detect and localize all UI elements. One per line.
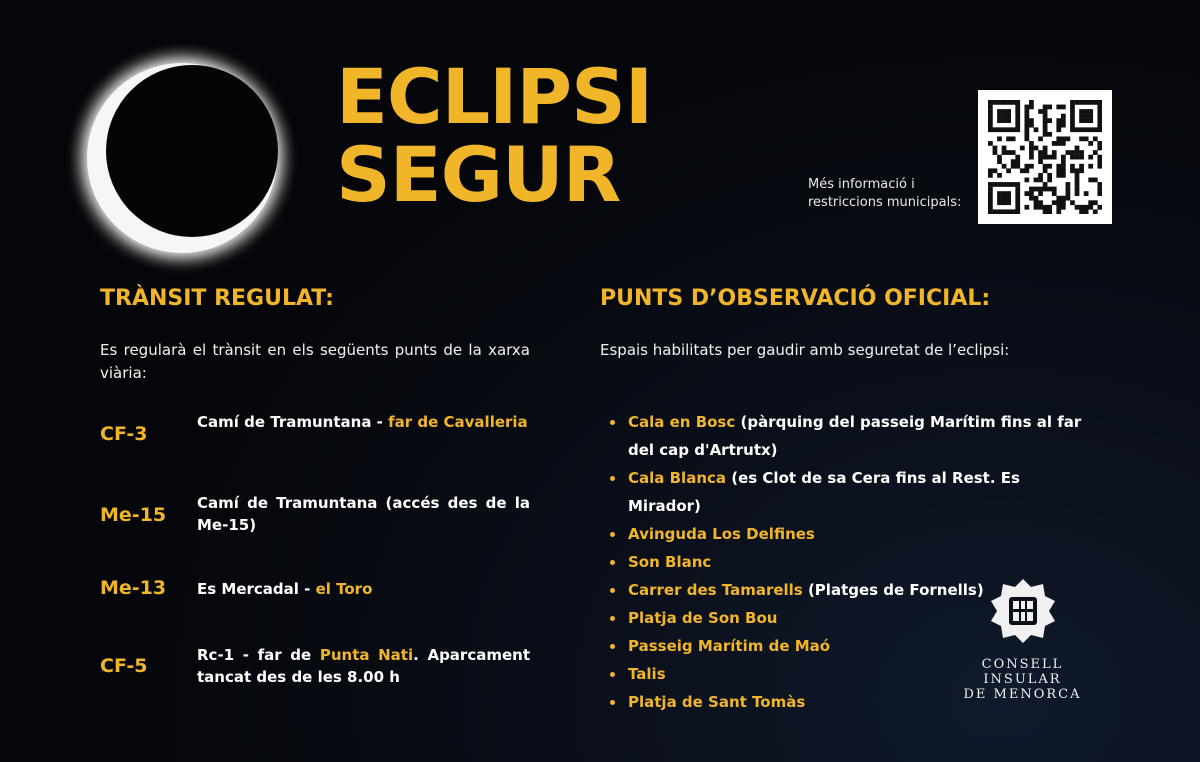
route-code: CF-5	[100, 655, 148, 677]
logo-line-1: CONSELL INSULAR	[981, 657, 1064, 687]
route-code: Me-13	[100, 577, 167, 599]
consell-insular-logo	[940, 575, 1105, 702]
observation-intro: Espais habilitats per gaudir amb seguretat de l’eclipsi:	[600, 341, 1010, 359]
route-description: Es Mercadal - el Toro	[197, 580, 373, 598]
list-item: Carrer des Tamarells (Platges de Fornells)	[610, 576, 1090, 604]
qr-caption	[808, 176, 961, 212]
route-code: Me-15	[100, 504, 167, 526]
qr-code-icon[interactable]	[978, 90, 1112, 224]
transit-title: TRÀNSIT REGULAT:	[100, 286, 334, 311]
observation-title: PUNTS D’OBSERVACIÓ OFICIAL:	[600, 286, 991, 311]
route-description: Camí de Tramuntana - far de Cavalleria	[197, 413, 528, 431]
route-description: Rc-1 - far de Punta Nati. Aparcament tancat des de les 8.00 h	[197, 646, 530, 686]
page-title	[336, 52, 653, 219]
list-item: Cala en Bosc (pàrquing del passeig Marítim fins al far del cap d'Artrutx)	[610, 408, 1090, 464]
route-description: Camí de Tramuntana (accés des de la Me-15)	[197, 494, 530, 534]
logo-text	[940, 657, 1105, 702]
title-line-2: SEGUR	[336, 130, 621, 219]
list-item: Son Blanc	[610, 548, 1090, 576]
list-item: Platja de Son Bou	[610, 604, 1090, 632]
list-item: Talis	[610, 660, 1090, 688]
title-line-1: ECLIPSI	[336, 52, 653, 141]
transit-intro: Es regularà el trànsit en els següents punts de la xarxa viària:	[100, 341, 530, 382]
route-code: CF-3	[100, 423, 148, 445]
list-item: Platja de Sant Tomàs	[610, 688, 1090, 716]
coat-of-arms-icon	[987, 575, 1059, 647]
eclipse-graphic	[60, 38, 320, 278]
list-item: Cala Blanca (es Clot de sa Cera fins al Rest. Es Mirador)	[610, 464, 1090, 520]
logo-line-2: DE MENORCA	[963, 687, 1082, 702]
list-item: Avinguda Los Delfines	[610, 520, 1090, 548]
list-item: Passeig Marítim de Maó	[610, 632, 1090, 660]
qr-caption-line-2: restriccions municipals:	[808, 195, 962, 210]
qr-caption-line-1: Més informació i	[808, 177, 915, 192]
